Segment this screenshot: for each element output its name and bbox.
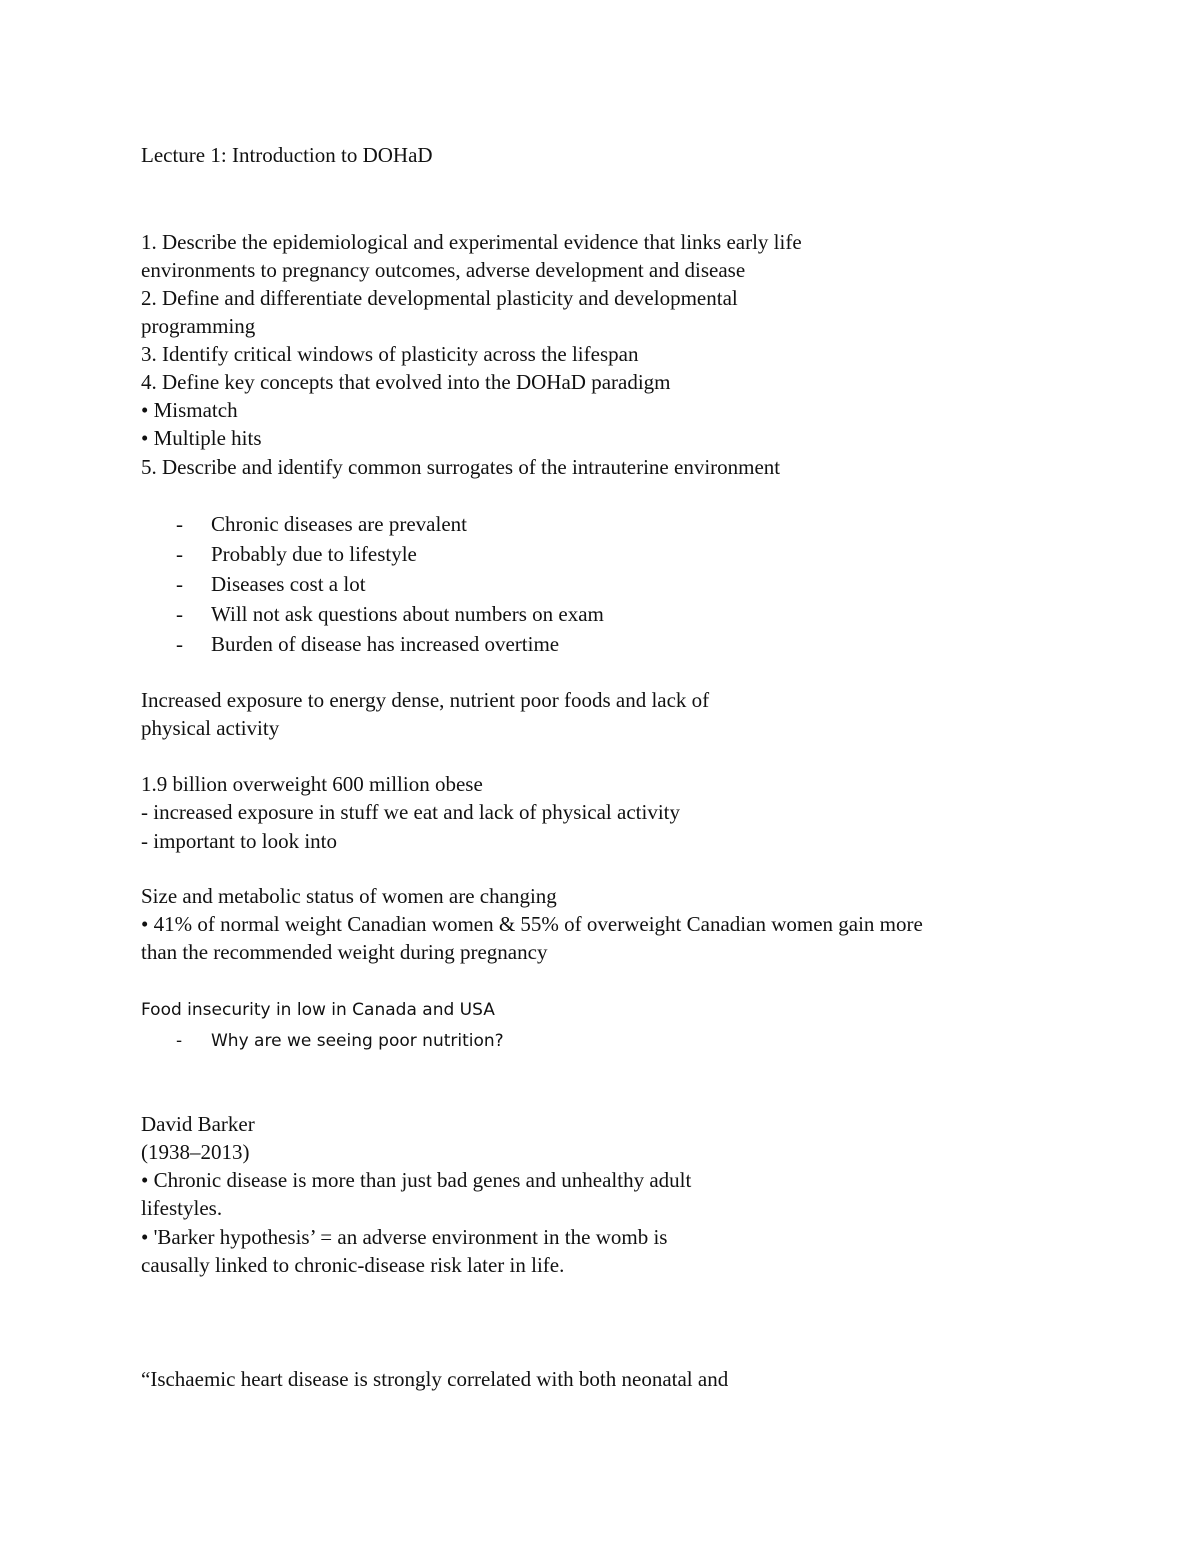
list-item: [176, 510, 467, 538]
paragraph-line: • 'Barker hypothesis’ = an adverse environment in the womb is: [141, 1225, 668, 1249]
paragraph-line: - increased exposure in stuff we eat and lack of physical activity: [141, 800, 680, 824]
quote-line: “Ischaemic heart disease is strongly correlated with both neonatal and: [141, 1367, 729, 1391]
dash-marker: -: [176, 542, 183, 566]
list-item-text: Will not ask questions about numbers on exam: [211, 602, 604, 626]
dash-marker: -: [176, 602, 183, 626]
dash-marker: -: [176, 1031, 183, 1051]
paragraph-line: • Chronic disease is more than just bad genes and unhealthy adult: [141, 1168, 692, 1192]
paragraph-line: 1.9 billion overweight 600 million obese: [141, 772, 483, 796]
objective-bullet: • Multiple hits: [141, 426, 262, 450]
list-item-text: Diseases cost a lot: [211, 572, 366, 596]
paragraph-line: than the recommended weight during pregnancy: [141, 940, 548, 964]
paragraph-line: Size and metabolic status of women are changing: [141, 884, 557, 908]
dash-marker: -: [176, 512, 183, 536]
page-title: Lecture 1: Introduction to DOHaD: [141, 143, 433, 167]
objective-line: 1. Describe the epidemiological and experimental evidence that links early life: [141, 230, 802, 254]
paragraph-line: lifestyles.: [141, 1196, 223, 1220]
list-item: [176, 600, 604, 628]
objective-line: 4. Define key concepts that evolved into the DOHaD paradigm: [141, 370, 671, 394]
objective-bullet: • Mismatch: [141, 398, 238, 422]
list-item-text: Burden of disease has increased overtime: [211, 632, 560, 656]
paragraph-line: causally linked to chronic-disease risk later in life.: [141, 1253, 565, 1277]
list-item: [176, 630, 559, 658]
objective-line: 3. Identify critical windows of plasticity across the lifespan: [141, 342, 639, 366]
list-item-text: Chronic diseases are prevalent: [211, 512, 467, 536]
paragraph-line: Increased exposure to energy dense, nutrient poor foods and lack of: [141, 688, 710, 712]
paragraph-line: David Barker: [141, 1112, 255, 1136]
list-item: [176, 570, 366, 598]
objective-line: environments to pregnancy outcomes, adverse development and disease: [141, 258, 746, 282]
paragraph-line: • 41% of normal weight Canadian women & 55% of overweight Canadian women gain more: [141, 912, 923, 936]
list-item-text: Probably due to lifestyle: [211, 542, 417, 566]
dash-marker: -: [176, 632, 183, 656]
paragraph-line: - important to look into: [141, 829, 337, 853]
dash-marker: -: [176, 572, 183, 596]
list-item-text: Why are we seeing poor nutrition?: [211, 1031, 504, 1051]
objective-line: 2. Define and differentiate developmental plasticity and developmental: [141, 286, 738, 310]
list-item: [176, 540, 417, 568]
objective-line: 5. Describe and identify common surrogates of the intrauterine environment: [141, 455, 781, 479]
list-item: [176, 1026, 504, 1056]
objective-line: programming: [141, 314, 256, 338]
paragraph-line: (1938–2013): [141, 1140, 250, 1164]
food-heading: Food insecurity in low in Canada and USA: [141, 1000, 495, 1020]
paragraph-line: physical activity: [141, 716, 280, 740]
